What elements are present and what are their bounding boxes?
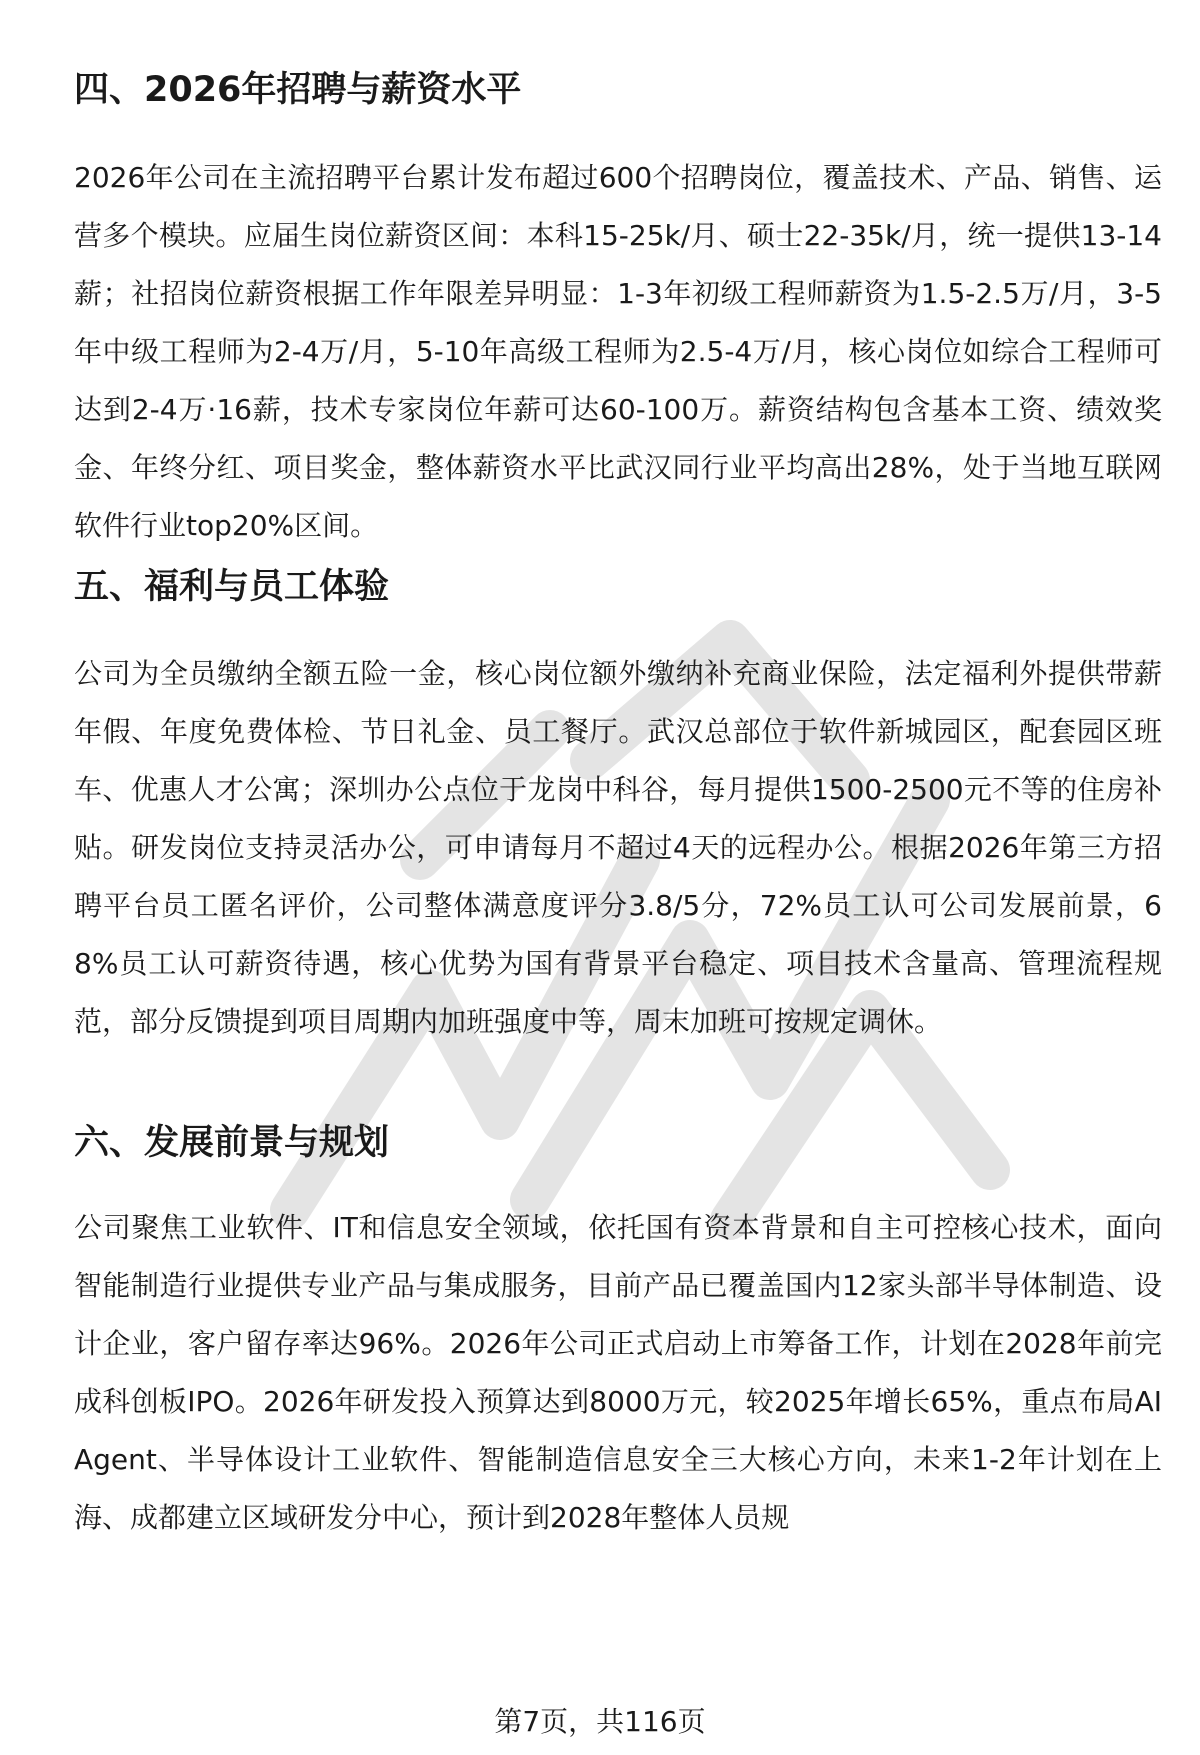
section-body-prospects-planning: 公司聚焦工业软件、IT和信息安全领域，依托国有资本背景和自主可控核心技术，面向智能制造行业提供专业产品与集成服务，目前产品已覆盖国内12家头部半导体制造、设计企业，客户留存率达96%。2026年公司正式启动上市筹备工作，计划在2028年前完成科创板IPO。2026年研发投入预算达到8000万元，较2025年增长65%，重点布局AI Agent、半导体设计工业软件、智能制造信息安全三大核心方向，未来1-2年计划在上海、成都建立区域研发分中心，预计到2028年整体人员规 — [74, 1211, 1162, 1534]
section-title-recruitment-salary: 四、2026年招聘与薪资水平 — [74, 70, 522, 110]
section-body-welfare-experience: 公司为全员缴纳全额五险一金，核心岗位额外缴纳补充商业保险，法定福利外提供带薪年假、年度免费体检、节日礼金、员工餐厅。武汉总部位于软件新城园区，配套园区班车、优惠人才公寓；深圳办公点位于龙岗中科谷，每月提供1500-2500元不等的住房补贴。研发岗位支持灵活办公，可申请每月不超过4天的远程办公。根据2026年第三方招聘平台员工匿名评价，公司整体满意度评分3.8/5分，72%员工认可公司发展前景，68%员工认可薪资待遇，核心优势为国有背景平台稳定、项目技术含量高、管理流程规范，部分反馈提到项目周期内加班强度中等，周末加班可按规定调休。 — [74, 657, 1162, 1038]
section-title-prospects-planning: 六、发展前景与规划 — [74, 1123, 390, 1163]
section-body-recruitment-salary: 2026年公司在主流招聘平台累计发布超过600个招聘岗位，覆盖技术、产品、销售、运营多个模块。应届生岗位薪资区间：本科15-25k/月、硕士22-35k/月，统一提供13-14薪；社招岗位薪资根据工作年限差异明显：1-3年初级工程师薪资为1.5-2.5万/月，3-5年中级工程师为2-4万/月，5-10年高级工程师为2.5-4万/月，核心岗位如综合工程师可达到2-4万·16薪，技术专家岗位年薪可达60-100万。薪资结构包含基本工资、绩效奖金、年终分红、项目奖金，整体薪资水平比武汉同行业平均高出28%，处于当地互联网软件行业top20%区间。 — [74, 161, 1162, 542]
page-number-footer: 第7页，共116页 — [494, 1705, 706, 1738]
section-title-welfare-experience: 五、福利与员工体验 — [74, 567, 390, 607]
